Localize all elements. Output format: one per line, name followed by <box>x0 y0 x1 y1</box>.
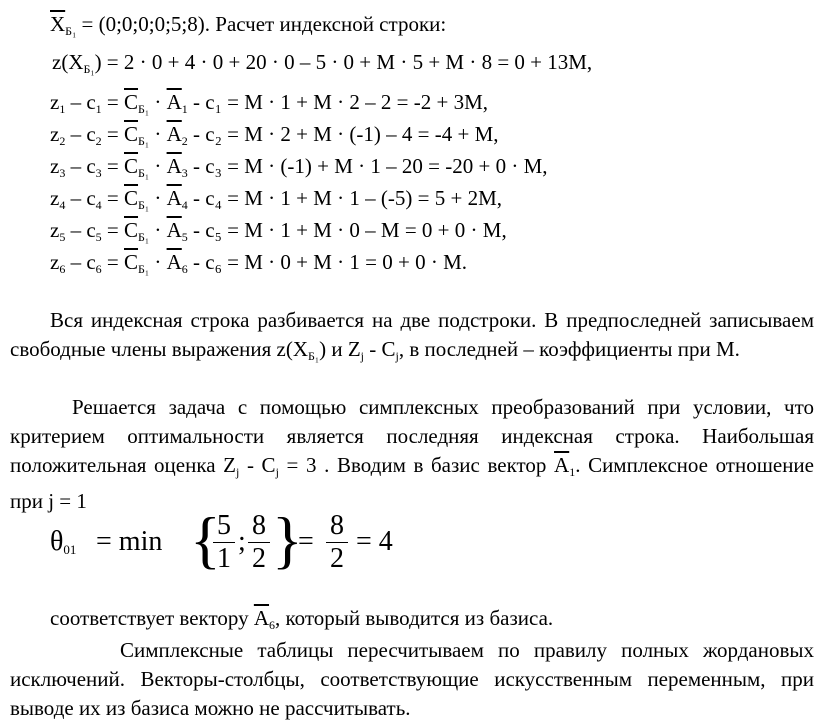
z-lhs: z(X <box>52 50 84 74</box>
row-part: - c₁ = M · 1 + M · 2 – 2 = -2 + 3M, <box>187 90 489 114</box>
left-brace-icon: { <box>190 504 221 575</box>
basis-x-value: = (0;0;0;0;5;8) <box>76 12 205 36</box>
row-part: z <box>50 218 60 242</box>
index-row <box>50 154 548 181</box>
row-part: 1 <box>95 102 102 116</box>
p2-j1: j <box>236 465 240 479</box>
row-part: $\overline{A}$ <box>166 90 182 114</box>
eq-sign: = <box>298 526 314 557</box>
row-part: $\overline{C}$ <box>124 90 139 114</box>
row-part: – c <box>65 90 96 114</box>
row-part: $\overline{A}$ <box>166 186 182 210</box>
index-row <box>50 186 502 213</box>
row-part: Б₁ <box>138 166 150 180</box>
row-part: 2 <box>181 134 188 148</box>
p1-j1: j <box>360 349 364 363</box>
p2-vector: $\overline{A}$ <box>554 453 570 477</box>
p1-j2: j <box>395 349 399 363</box>
row-part: 5 <box>95 230 102 244</box>
fraction-separator: ; <box>238 526 246 557</box>
z-sub: Б₁ <box>83 62 95 76</box>
line-after-formula <box>50 606 553 633</box>
basis-caption: . Расчет индексной строки: <box>204 12 447 36</box>
z-rhs: ) = 2 · 0 + 4 · 0 + 20 · 0 – 5 · 0 + M · 5 + M · 8 = 0 + 13M, <box>94 50 593 74</box>
row-part: $\overline{C}$ <box>124 186 139 210</box>
row-part: – c <box>65 218 96 242</box>
row-part: · <box>149 154 167 178</box>
p2-j2: j <box>275 465 279 479</box>
row-part: z <box>50 154 60 178</box>
row-part: $\overline{A}$ <box>166 122 182 146</box>
row-part: $\overline{C}$ <box>124 154 139 178</box>
p1-b: ) и Z <box>319 337 361 361</box>
row-part: = <box>101 218 124 242</box>
p2-vector-sub: 1 <box>569 465 576 479</box>
row-part: $\overline{A}$ <box>166 250 182 274</box>
theta-symbol: $\theta_{01}$ <box>50 526 77 557</box>
formula-result: = 4 <box>356 526 393 557</box>
after-vector-sub: 6 <box>269 618 276 632</box>
basis-x-letter: $\overline{X}$ <box>50 12 66 36</box>
p2-c: = 3 . Вводим в базис вектор <box>278 453 555 477</box>
z-value-line <box>52 50 592 77</box>
row-part: $\overline{C}$ <box>124 218 139 242</box>
basis-x-sub: Б₁ <box>65 24 77 38</box>
row-part: Б₁ <box>138 134 150 148</box>
row-part: – c <box>65 154 96 178</box>
index-row <box>50 218 507 245</box>
row-part: 3 <box>95 166 102 180</box>
row-part: 5 <box>59 230 66 244</box>
row-part: 1 <box>59 102 66 116</box>
fraction-2: $\frac{8}{2}$ <box>248 510 270 575</box>
row-part: $\overline{A}$ <box>166 154 182 178</box>
row-part: = <box>101 186 124 210</box>
row-part: – c <box>65 122 96 146</box>
p1-zsub: Б₁ <box>308 349 320 363</box>
index-row <box>50 122 499 149</box>
row-part: 6 <box>59 262 66 276</box>
row-part: $\overline{A}$ <box>166 218 182 242</box>
row-part: – c <box>65 250 96 274</box>
p3-text: Симплексные таблицы пересчитываем по правилу полных жордановых исключений. Векторы-столбцы, соответствующие искусственным переменным, при выводе их из базиса можно не рассчитывать. <box>10 638 814 720</box>
row-part: = <box>101 250 124 274</box>
row-part: 3 <box>181 166 188 180</box>
row-part: 6 <box>181 262 188 276</box>
row-part: · <box>149 90 167 114</box>
paragraph-3 <box>10 636 814 723</box>
row-part: 4 <box>181 198 188 212</box>
index-row <box>50 250 467 277</box>
row-part: 6 <box>95 262 102 276</box>
row-part: = <box>101 154 124 178</box>
row-part: z <box>50 250 60 274</box>
row-part: - c₃ = M · (-1) + M · 1 – 20 = -20 + 0 · M, <box>187 154 548 178</box>
p1-z: z(X <box>276 337 309 361</box>
after-b: , который выводится из базиса. <box>275 606 554 630</box>
row-part: z <box>50 90 60 114</box>
row-part: 4 <box>59 198 66 212</box>
right-brace-icon: } <box>272 504 303 575</box>
row-part: = <box>101 122 124 146</box>
row-part: - c₄ = M · 1 + M · 1 – (-5) = 5 + 2M, <box>187 186 503 210</box>
row-part: · <box>149 250 167 274</box>
row-part: 1 <box>181 102 188 116</box>
row-part: - c₅ = M · 1 + M · 0 – M = 0 + 0 · M, <box>187 218 507 242</box>
paragraph-1 <box>10 306 814 371</box>
eq-min: = min <box>96 526 163 557</box>
basis-line <box>50 12 446 39</box>
p1-d: , в последней – коэффициенты при M. <box>398 337 740 361</box>
row-part: · <box>149 186 167 210</box>
row-part: z <box>50 122 60 146</box>
p2-b: - C <box>239 453 276 477</box>
after-vector: $\overline{A}$ <box>253 606 270 630</box>
row-part: Б₁ <box>138 262 150 276</box>
row-part: 4 <box>95 198 102 212</box>
row-part: Б₁ <box>138 102 150 116</box>
p1-a: Вся индексная строка разбивается на две подстроки. В предпоследней записываем свободные члены выражения <box>10 308 814 361</box>
p2-a: Решается задача с помощью симплексных преобразований при условии, что критерием оптимальности является последняя индексная строка. Наибольшая положительная оценка Z <box>10 395 814 477</box>
row-part: Б₁ <box>138 198 150 212</box>
row-part: 2 <box>59 134 66 148</box>
row-part: $\overline{C}$ <box>124 250 139 274</box>
index-row <box>50 90 488 117</box>
row-part: z <box>50 186 60 210</box>
row-part: · <box>149 218 167 242</box>
row-part: 5 <box>181 230 188 244</box>
row-part: = <box>101 90 124 114</box>
after-a: соответствует вектору <box>50 606 254 630</box>
p2-d: . Симплексное отношение при j = 1 <box>10 453 814 513</box>
row-part: - c₂ = M · 2 + M · (-1) – 4 = -4 + M, <box>187 122 499 146</box>
row-part: Б₁ <box>138 230 150 244</box>
row-part: – c <box>65 186 96 210</box>
p1-c: - C <box>364 337 396 361</box>
row-part: $\overline{C}$ <box>124 122 139 146</box>
row-part: - c₆ = M · 0 + M · 1 = 0 + 0 · M. <box>187 250 468 274</box>
row-part: 2 <box>95 134 102 148</box>
row-part: 3 <box>59 166 66 180</box>
paragraph-2 <box>10 393 814 516</box>
row-part: · <box>149 122 167 146</box>
fraction-3: $\frac{8}{2}$ <box>326 510 348 575</box>
fraction-1: $\frac{5}{1}$ <box>213 510 235 575</box>
